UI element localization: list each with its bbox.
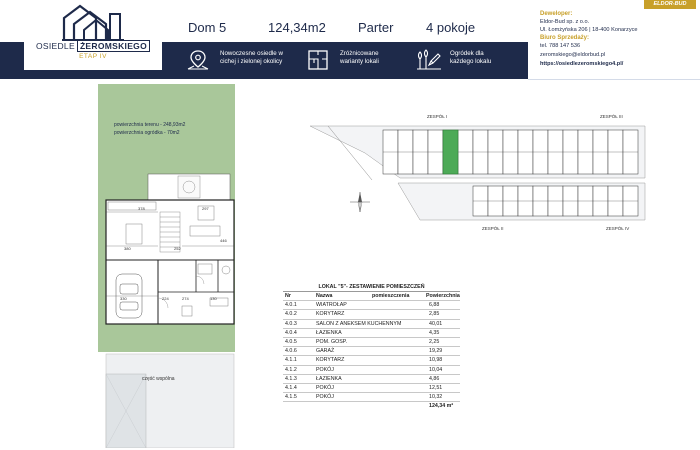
- dim-378: 378: [138, 206, 145, 211]
- cell-nr: 4.1.5: [285, 394, 297, 401]
- compass-icon: [350, 192, 370, 212]
- cell-area: 40,01: [429, 320, 443, 327]
- zespol-iii-label: ZESPÓŁ III: [600, 114, 623, 119]
- header-area: Powierzchnia: [426, 293, 460, 299]
- phone-link[interactable]: tel. 788 147 536: [540, 43, 581, 49]
- feature-variants-line1: Zróżnicowane: [340, 50, 379, 57]
- dim-252: 252: [174, 246, 181, 251]
- floor-level: Parter: [358, 20, 394, 35]
- table-header: [283, 292, 460, 301]
- site-plan-drawing: [310, 108, 655, 238]
- logo-wordmark: [24, 41, 162, 51]
- table-title: LOKAL "5"- ZESTAWIENIE POMIESZCZEŃ: [283, 282, 460, 292]
- site-plan: [310, 108, 655, 238]
- dim-224: 224: [162, 296, 169, 301]
- zespol-iv-label: ZESPÓŁ IV: [606, 226, 630, 231]
- house-outline: [106, 200, 234, 324]
- cell-name: KORYTARZ: [316, 311, 345, 318]
- cell-name: POKÓJ: [316, 384, 334, 391]
- dim-330: 330: [120, 296, 127, 301]
- cell-area: 2,85: [429, 311, 440, 318]
- zespol-ii-label: ZESPÓŁ II: [482, 226, 504, 231]
- logo-prefix: OSIEDLE: [35, 41, 75, 51]
- cell-nr: 4.1.3: [285, 375, 297, 382]
- cell-area: 10,04: [429, 366, 443, 373]
- garden-area-label: powierzchnia ogródka - 70m2: [114, 130, 180, 136]
- developer-info: [528, 0, 700, 80]
- header-nr: Nr: [285, 293, 291, 299]
- land-area-label: powierzchnia terenu - 248,93m2: [114, 122, 186, 128]
- cell-nr: 4.0.1: [285, 302, 297, 309]
- table-total: [283, 402, 460, 411]
- house-number: Dom 5: [188, 20, 227, 35]
- logo-house-icon: [58, 2, 128, 42]
- table-row: [283, 384, 460, 393]
- floor-plan-icon: [306, 49, 330, 71]
- map-pin-icon: [186, 49, 210, 71]
- table-row: [283, 347, 460, 356]
- cell-area: 19,29: [429, 348, 443, 355]
- floor-plan: [98, 84, 240, 448]
- zespol-i-label: ZESPÓŁ I: [427, 114, 448, 119]
- house-area: 124,34m2: [268, 20, 326, 35]
- cell-name: SALON Z ANEKSEM KUCHENNYM: [316, 320, 402, 327]
- website-link[interactable]: https://osiedlezeromskiego4.pl/: [540, 61, 624, 67]
- feature-location-line1: Nowoczesne osiedle w: [220, 50, 283, 57]
- cell-nr: 4.0.4: [285, 329, 297, 336]
- floor-plan-drawing: [98, 84, 240, 448]
- feature-garden-line1: Ogródek dla: [450, 50, 484, 57]
- garden-icon: [416, 49, 442, 71]
- cell-nr: 4.1.4: [285, 384, 297, 391]
- cell-name: POM. GOSP.: [316, 338, 348, 345]
- feature-variants-line2: warianty lokali: [340, 57, 379, 65]
- cell-name: WIATROŁAP: [316, 302, 347, 309]
- table-row: [283, 310, 460, 319]
- table-body: [283, 301, 460, 402]
- table-row: [283, 329, 460, 338]
- cell-name: POKÓJ: [316, 394, 334, 401]
- cell-name: KORYTARZ: [316, 357, 345, 364]
- table-row: [283, 366, 460, 375]
- cell-area: 2,25: [429, 338, 440, 345]
- table-row: [283, 375, 460, 384]
- developer-badge: ELDOR-BUD: [644, 0, 696, 9]
- developer-address: Ul. Łomżyńska 206 | 18-400 Konarzyce: [540, 27, 638, 33]
- cell-nr: 4.0.5: [285, 338, 297, 345]
- developer-company: Eldor-Bud sp. z o.o.: [540, 19, 590, 25]
- cell-nr: 4.0.3: [285, 320, 297, 327]
- logo[interactable]: [24, 0, 162, 70]
- dim-130: 130: [210, 296, 217, 301]
- table-row: [283, 338, 460, 347]
- email-link[interactable]: zeromskiego@eldorbud.pl: [540, 52, 606, 58]
- highlighted-unit: [443, 130, 458, 174]
- header-name2: pomieszczenia: [372, 293, 410, 299]
- dim-380: 380: [124, 246, 131, 251]
- dim-446: 446: [220, 238, 227, 243]
- feature-garden-line2: każdego lokalu: [450, 57, 492, 65]
- total-area: 124,34 m²: [429, 403, 454, 410]
- table-row: [283, 320, 460, 329]
- office-label: Biuro Sprzedaży:: [540, 35, 590, 41]
- cell-area: 4,86: [429, 375, 440, 382]
- dim-297: 297: [202, 206, 209, 211]
- cell-name: ŁAZIENKA: [316, 329, 342, 336]
- table-row: [283, 356, 460, 365]
- shared-part-label: część wspólna: [142, 376, 175, 382]
- rooms-table: [283, 282, 460, 411]
- feature-location-line2: cichej i zielonej okolicy: [220, 57, 283, 65]
- table-row: [283, 301, 460, 310]
- dim-274: 274: [182, 296, 189, 301]
- cell-name: GARAŻ: [316, 348, 335, 355]
- header-name: Nazwa: [316, 293, 333, 299]
- cell-area: 12,51: [429, 384, 443, 391]
- cell-nr: 4.0.2: [285, 311, 297, 318]
- cell-area: 6,88: [429, 302, 440, 309]
- room-count: 4 pokoje: [426, 20, 476, 35]
- cell-name: ŁAZIENKA: [316, 375, 342, 382]
- cell-nr: 4.1.2: [285, 366, 297, 373]
- cell-area: 4,35: [429, 329, 440, 336]
- cell-name: POKÓJ: [316, 366, 334, 373]
- logo-phase: ETAP IV: [79, 53, 107, 60]
- table-row: [283, 393, 460, 402]
- cell-area: 10,98: [429, 357, 443, 364]
- cell-area: 10,32: [429, 394, 443, 401]
- cell-nr: 4.1.1: [285, 357, 297, 364]
- developer-label: Deweloper:: [540, 11, 573, 17]
- cell-nr: 4.0.6: [285, 348, 297, 355]
- logo-name: ŻEROMSKIEGO: [77, 40, 150, 52]
